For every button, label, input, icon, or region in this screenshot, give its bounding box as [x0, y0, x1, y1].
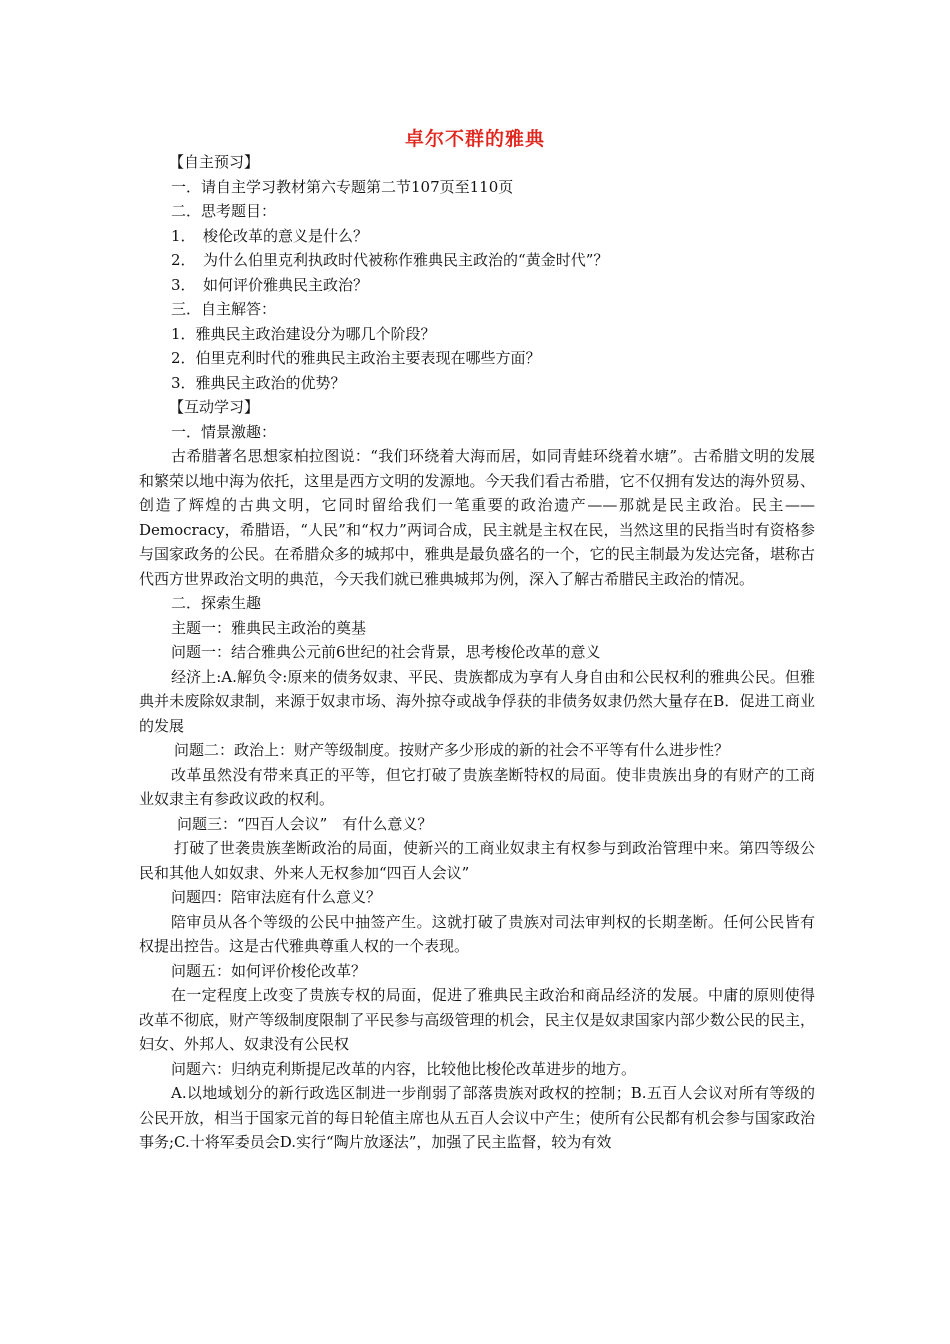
question-line: 问题六：归纳克利斯提尼改革的内容，比较他比梭伦改革进步的地方。 [171, 1059, 637, 1078]
document-title: 卓尔不群的雅典 [404, 128, 545, 150]
paragraph-answer: 在一定程度上改变了贵族专权的局面，促进了雅典民主政治和商品经济的发展。中庸的原则使得改革不彻底，财产等级制度限制了平民参与高级管理的机会，民主仅是奴隶国家内部少数公民的民主，妇女、外邦人、奴隶没有公民权 [139, 986, 815, 1053]
list-item: 1． 梭伦改革的意义是什么？ [171, 226, 369, 245]
question-line: 问题二：政治上：财产等级制度。按财产多少形成的新的社会不平等有什么进步性？ [174, 741, 730, 759]
list-item: 1．雅典民主政治建设分为哪几个阶段？ [171, 324, 436, 343]
text-line: 主题一：雅典民主政治的奠基 [171, 618, 367, 637]
section-heading-interactive: 【互动学习】 [169, 398, 260, 416]
paragraph-answer: 陪审员从各个等级的公民中抽签产生。这就打破了贵族对司法审判权的长期垄断。任何公民皆有权提出控告。这是古代雅典尊重人权的一个表现。 [139, 912, 815, 955]
text-line: 二．探索生趣 [171, 594, 262, 612]
paragraph-answer: 经济上:A.解负令:原来的债务奴隶、平民、贵族都成为享有人身自由和公民权利的雅典公民。但雅典并未废除奴隶制，来源于奴隶市场、海外掠夺或战争俘获的非债务奴隶仍然大量存在B．促进工商业的发展 [139, 667, 815, 735]
section-heading-preview: 【自主预习】 [169, 153, 260, 171]
paragraph-intro: 古希腊著名思想家柏拉图说：“我们环绕着大海而居，如同青蛙环绕着水塘”。古希腊文明的发展和繁荣以地中海为依托，这里是西方文明的发源地。今天我们看古希腊，它不仅拥有发达的海外贸易、创造了辉煌的古典文明，它同时留给我们一笔重要的政治遗产——那就是民主政治。民主——Democracy，希腊语，“人民”和“权力”两词合成，民主就是主权在民，当然这里的民指当时有资格参与国家政务的公民。在希腊众多的城邦中，雅典是最负盛名的一个，它的民主制最为发达完备，堪称古代西方世界政治文明的典范，今天我们就已雅典城邦为例，深入了解古希腊民主政治的情况。 [139, 447, 815, 588]
document-body [139, 150, 815, 1155]
text-line: 一．请自主学习教材第六专题第二节107页至110页 [171, 177, 514, 196]
text-line: 三．自主解答： [171, 300, 277, 318]
question-line: 问题四：陪审法庭有什么意义？ [171, 888, 382, 906]
list-item: 3．雅典民主政治的优势？ [171, 373, 346, 392]
paragraph-answer: 改革虽然没有带来真正的平等，但它打破了贵族垄断特权的局面。使非贵族出身的有财产的工商业奴隶主有参政议政的权利。 [139, 765, 815, 808]
text-line: 二．思考题目： [171, 202, 277, 220]
list-item: 3． 如何评价雅典民主政治？ [171, 275, 369, 294]
paragraph-answer: 打破了世袭贵族垄断政治的局面，使新兴的工商业奴隶主有权参与到政治管理中来。第四等级公民和其他人如奴隶、外来人无权参加“四百人会议” [139, 839, 815, 882]
question-line: 问题一：结合雅典公元前6世纪的社会背景，思考梭伦改革的意义 [171, 643, 601, 661]
list-item: 2．伯里克利时代的雅典民主政治主要表现在哪些方面？ [171, 349, 541, 367]
list-item: 2． 为什么伯里克利执政时代被称作雅典民主政治的“黄金时代”？ [171, 251, 609, 269]
question-line: 问题三：“四百人会议” 有什么意义？ [177, 814, 433, 833]
paragraph-answer: A.以地域划分的新行政选区制进一步削弱了部落贵族对政权的控制；B.五百人会议对所有等级的公民开放，相当于国家元首的每日轮值主席也从五百人会议中产生；使所有公民都有机会参与国家政治事务;C.十将军委员会D.实行“陶片放逐法”，加强了民主监督，较为有效 [139, 1084, 815, 1151]
text-line: 一．情景激趣： [171, 422, 277, 441]
question-line: 问题五：如何评价梭伦改革？ [171, 961, 367, 980]
